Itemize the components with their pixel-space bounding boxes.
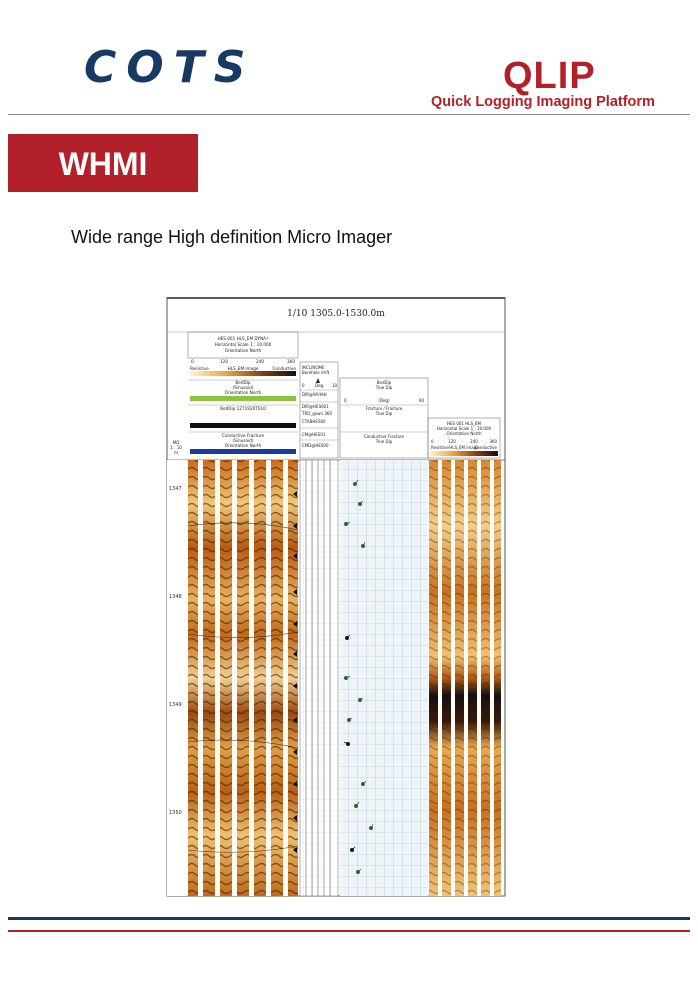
cond-track-sub: True Dip xyxy=(375,439,393,444)
right-color-image: HLS_EM image xyxy=(449,445,479,450)
left-scale-1: 120 xyxy=(220,359,228,364)
log-scale-title: 1/10 1305.0-1530.0m xyxy=(287,309,385,319)
inclinometry-title: INCLINOME xyxy=(302,365,325,370)
deg-scale-90: 90 xyxy=(418,398,424,403)
deg-scale-0: 0 xyxy=(344,398,347,403)
beddip-label1: BedDip xyxy=(235,380,251,385)
well-log-image xyxy=(160,294,510,899)
right-scale-2: 240 xyxy=(470,439,478,444)
left-scale-0: 0 xyxy=(191,359,194,364)
incl-scale-unit: Deg xyxy=(315,383,324,388)
qlip-logo: QLIP xyxy=(503,55,596,97)
curve-3: TRD_gown 360 xyxy=(302,411,333,416)
footer-rule-red xyxy=(8,930,690,932)
right-scale-3: 360 xyxy=(489,439,497,444)
left-scale-2: 240 xyxy=(256,359,264,364)
right-header-line3: Orientation North xyxy=(446,431,482,436)
left-color-resistive: Resistive xyxy=(190,366,209,371)
right-color-conductive: Conductive xyxy=(474,445,497,450)
fracture-track-sub: True Dip xyxy=(375,411,393,416)
product-description: Wide range High definition Micro Imager xyxy=(71,227,393,247)
right-color-resistive: Resistive xyxy=(431,445,449,450)
cond-fracture-label2: (Sinusoid) xyxy=(232,438,254,443)
qlip-tagline: Quick Logging Imaging Platform xyxy=(431,94,655,110)
md-unit: m xyxy=(173,450,179,455)
left-scale-3: 360 xyxy=(287,359,295,364)
incl-scale-0: 0 xyxy=(302,383,305,388)
cond-fracture-label1: Conductive Fracture xyxy=(221,433,265,438)
cots-logo: COTS xyxy=(84,42,256,93)
curve-4: CTABHES00 xyxy=(302,419,326,424)
inclinometry-sub: Borehole drift xyxy=(302,370,330,375)
beddip-track-title: BedDip xyxy=(376,380,392,385)
right-scale-0: 0 xyxy=(431,439,434,444)
curve-6: CMD@HES00 xyxy=(302,443,329,448)
deg-scale-unit: (Deg) xyxy=(378,398,390,403)
md-label: MD xyxy=(172,440,180,445)
depth-1349: 1349 xyxy=(169,702,182,708)
right-header-line2: Horizontal Scale 1 : 10.000 xyxy=(436,426,492,431)
left-header-line1: HES 001 HLS_EM DYNA I xyxy=(217,336,269,341)
beddip-label3: Orientation North xyxy=(224,390,262,395)
left-header-line3: Orientation North xyxy=(224,348,262,353)
right-scale-1: 120 xyxy=(448,439,456,444)
cond-fracture-label3: Orientation North xyxy=(224,443,262,448)
depth-1350: 1350 xyxy=(169,810,182,816)
beddip-track-sub: True Dip xyxy=(375,385,393,390)
left-header-line2: Horizontal Scale 1 : 10.000 xyxy=(214,342,272,347)
left-color-conductive: Conductive xyxy=(272,366,296,371)
curve-2: DIR@HES001 xyxy=(302,404,329,409)
curve-5: CM@HES01 xyxy=(302,432,326,437)
incl-scale-max: 10 xyxy=(332,383,338,388)
right-header-line1: HES 001 HLS_EM xyxy=(446,421,482,426)
cond-track-title: Conductive Fracture xyxy=(363,434,405,439)
curve-1: DIR@WVIAH xyxy=(302,392,327,397)
beddip2-label: BedDip 1271920T010 xyxy=(220,406,266,411)
depth-1348: 1348 xyxy=(169,594,182,600)
depth-1347: 1347 xyxy=(169,486,182,492)
left-color-image: HLS_EM image xyxy=(227,366,259,371)
fracture-track-title: Fracture / Fracture xyxy=(365,406,403,411)
product-code: WHMI xyxy=(58,146,148,182)
footer-rule-navy xyxy=(8,917,690,920)
header-divider xyxy=(8,114,690,115)
beddip-label2: (Sinusoid) xyxy=(232,385,254,390)
md-scale: 1 : 10 xyxy=(169,445,183,450)
